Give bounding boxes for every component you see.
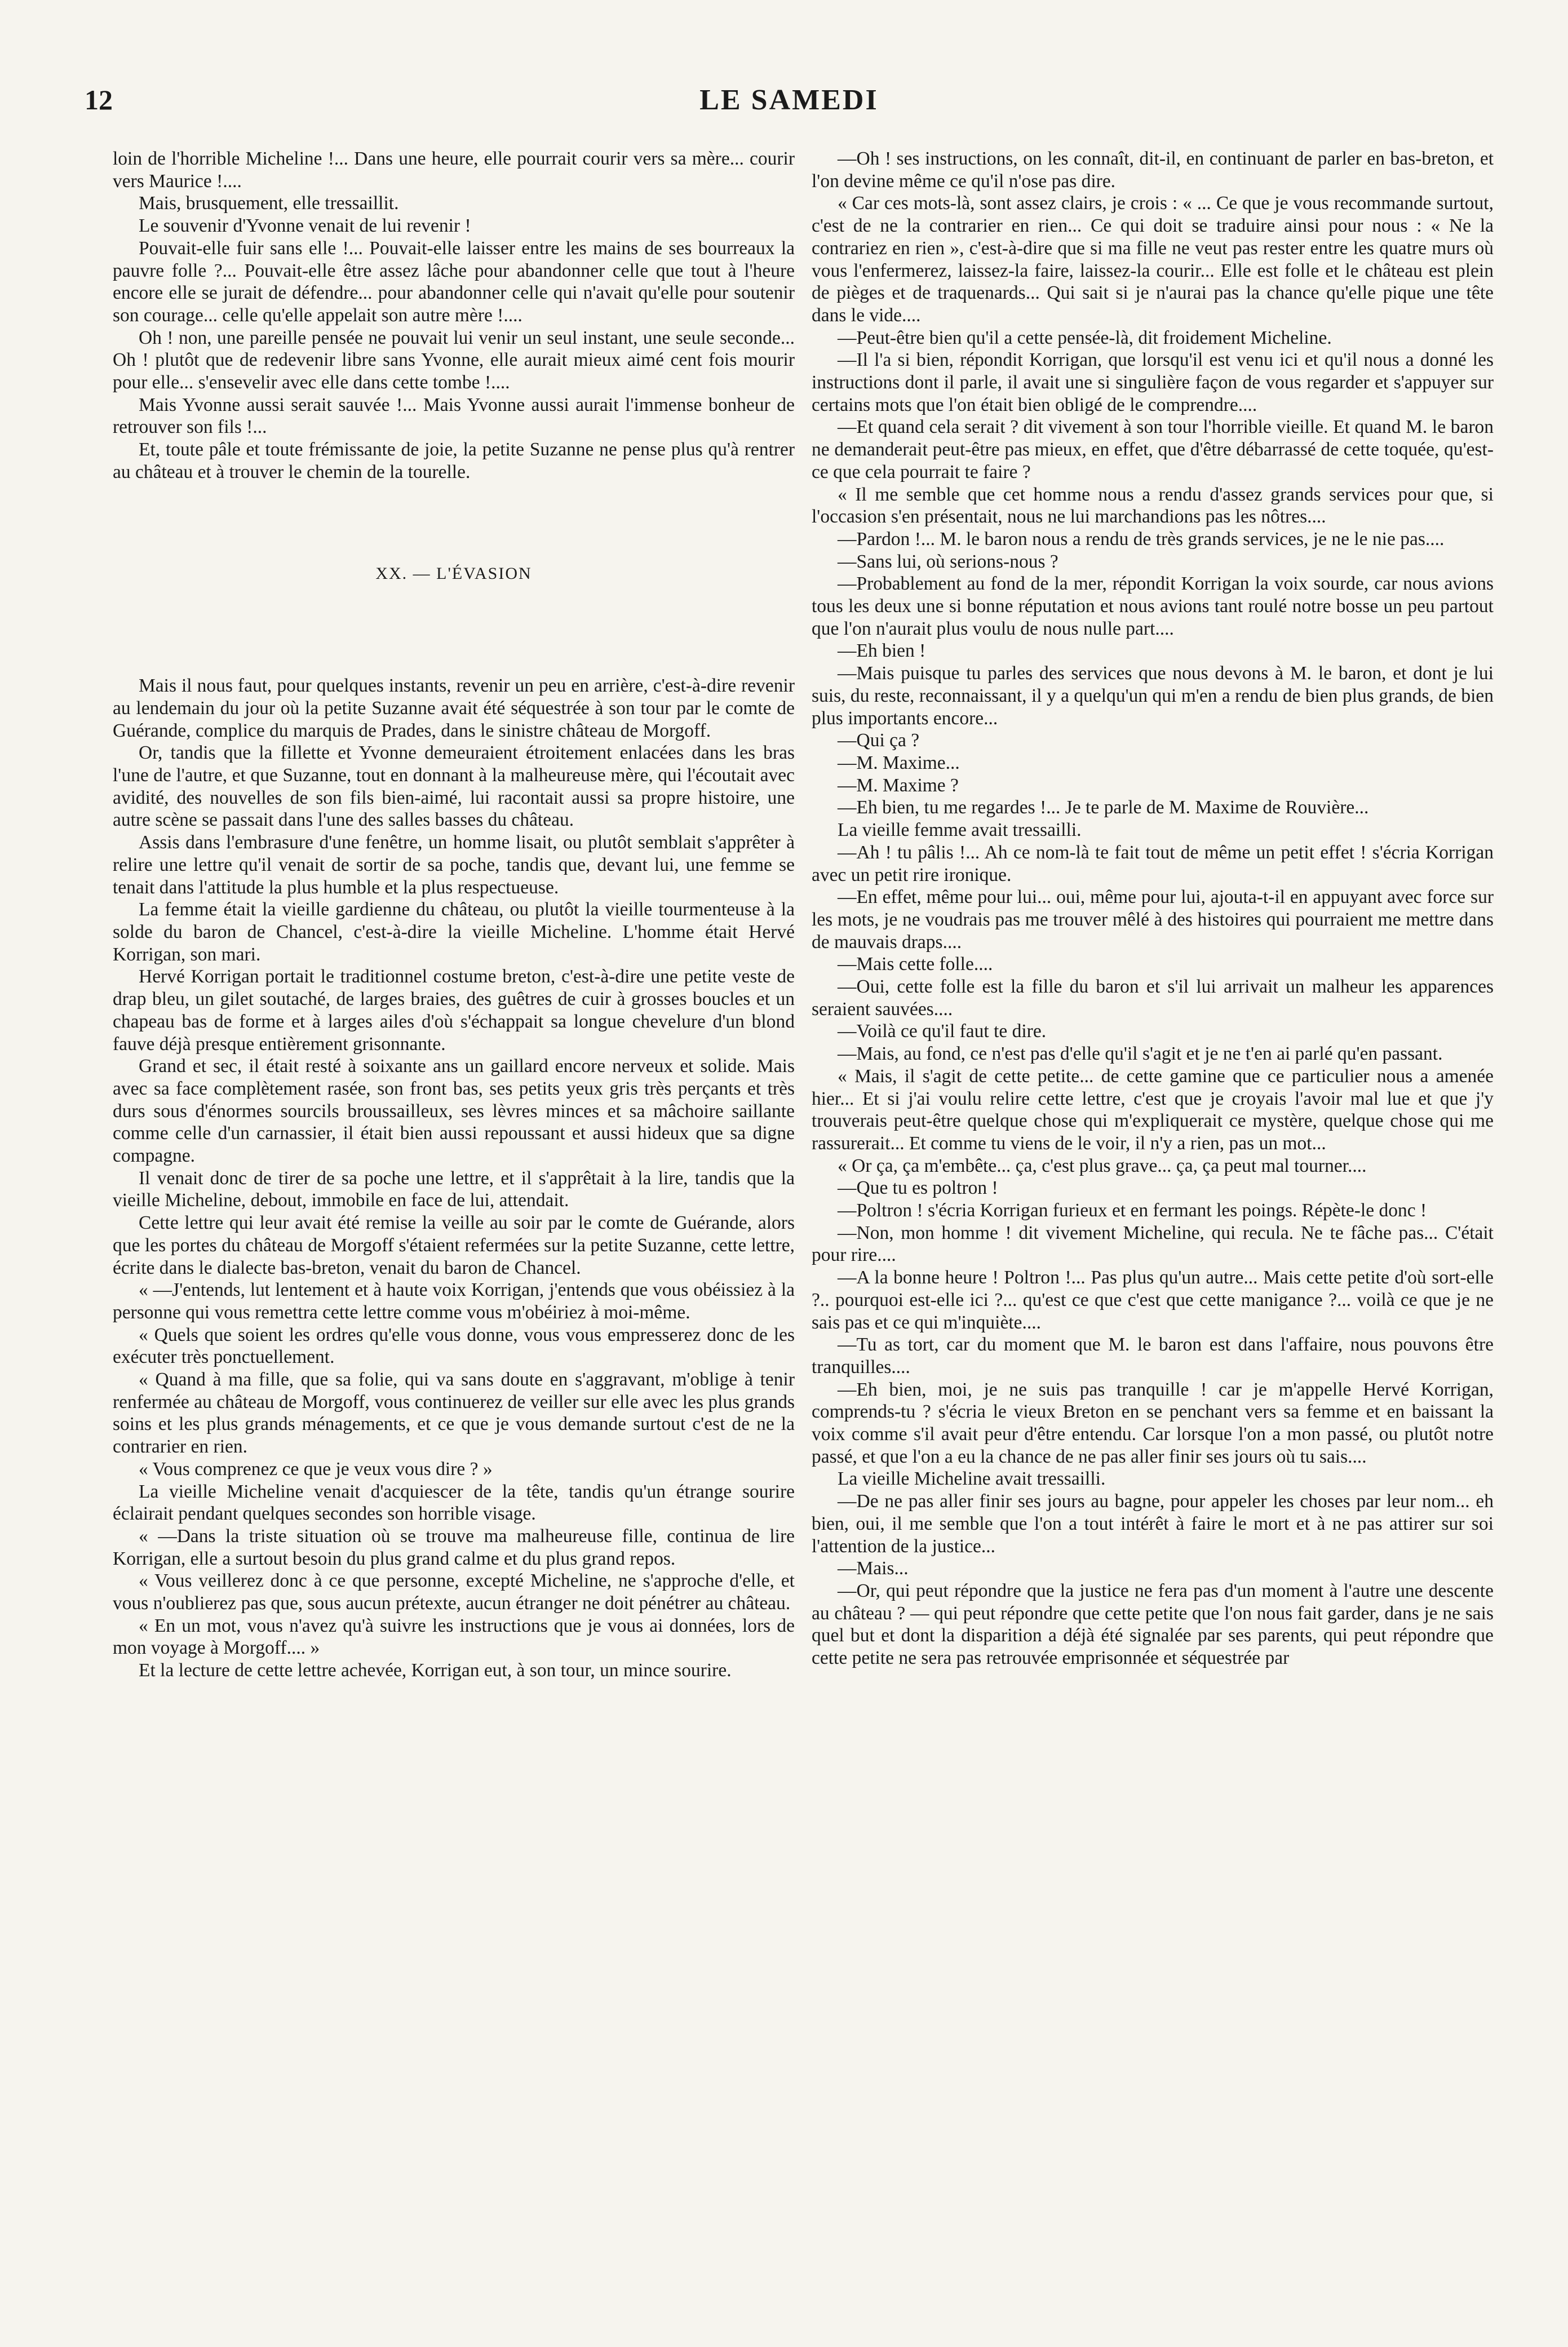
paragraph: « Quels que soient les ordres qu'elle vous donne, vous vous empresserez donc de les exécuter très ponctuellement.: [113, 1324, 795, 1368]
paragraph: —Or, qui peut répondre que la justice ne fera pas d'un moment à l'autre une descente au château ? — qui peut répondre que cette petite que l'on nous fait garder, dans je ne sais quel but et dont la disparition a déjà été signalée par ses parents, qui peut répondre que cette petite ne sera pas retrouvée emprisonnée et séquestrée par: [812, 1580, 1494, 1669]
paragraph: « Car ces mots-là, sont assez clairs, je crois : « ... Ce que je vous recommande surtout, c'est de ne la contrarier en rien... Ce qui doit se traduire ainsi pour nous : « Ne la contrariez en rien », c'est-à-dire que si ma fille ne veut pas rester entre les quatre murs où vous l'enfermerez, laissez-la faire, laissez-la courir... Elle est folle et le château est plein de pièges et de traquenards... Qui sait si je n'aurai pas la chance qu'elle pique une tête dans le vide....: [812, 193, 1494, 326]
paragraph: —Non, mon homme ! dit vivement Micheline, qui recula. Ne te fâche pas... C'était pour rire....: [812, 1222, 1494, 1266]
paragraph: Et la lecture de cette lettre achevée, Korrigan eut, à son tour, un mince sourire.: [139, 1660, 732, 1681]
paragraph: Grand et sec, il était resté à soixante ans un gaillard encore nerveux et solide. Mais avec sa face complètement rasée, son front bas, ses petits yeux gris très perçants et très durs sous d'énormes sourcils broussailleux, ses lèvres minces et sa mâchoire saillante comme celle d'un carnassier, il était bien aussi repoussant et aussi hideux que sa digne compagne.: [113, 1056, 795, 1167]
paragraph: Assis dans l'embrasure d'une fenêtre, un homme lisait, ou plutôt semblait s'apprêter à relire une lettre qu'il venait de sortir de sa poche, tandis que, devant lui, une femme se tenait dans l'attitude la plus humble et la plus respectueuse.: [113, 832, 795, 898]
paragraph: Le souvenir d'Yvonne venait de lui revenir !: [139, 215, 471, 237]
paragraph: « —Dans la triste situation où se trouve ma malheureuse fille, continua de lire Korrigan, elle a surtout besoin du plus grand calme et du plus grand repos.: [113, 1525, 795, 1569]
paragraph: —M. Maxime...: [838, 752, 960, 773]
paragraph: Mais il nous faut, pour quelques instants, revenir un peu en arrière, c'est-à-dire revenir au lendemain du jour où la petite Suzanne avait été séquestrée à son tour par le comte de Guérande, complice du marquis de Prades, dans le sinistre château de Morgoff.: [113, 675, 795, 741]
paragraph: Oh ! non, une pareille pensée ne pouvait lui venir un seul instant, une seule seconde... Oh ! plutôt que de redevenir libre sans Yvonne, elle aurait mieux aimé cent fois mourir pour elle... s'ensevelir avec elle dans cette tombe !....: [113, 327, 795, 393]
paragraph: « Mais, il s'agit de cette petite... de cette gamine que ce particulier nous a amenée hier... Et si j'ai voulu relire cette lettre, c'est que je croyais l'avoir mal lue et que j'y trouverais peut-être quelque chose qui m'expliquerait ce mystère, quelque chose qui me rassurerait... Et comme tu viens de le voir, il n'y a rien, pas un mot...: [812, 1065, 1494, 1154]
paragraph: —Pardon !... M. le baron nous a rendu de très grands services, je ne le nie pas....: [838, 528, 1445, 550]
paragraph: Il venait donc de tirer de sa poche une lettre, et il s'apprêtait à la lire, tandis que la vieille Micheline, debout, immobile en face de lui, attendait.: [113, 1167, 795, 1211]
paragraph: —Poltron ! s'écria Korrigan furieux et en fermant les poings. Répète-le donc !: [838, 1200, 1427, 1221]
paragraph: Cette lettre qui leur avait été remise la veille au soir par le comte de Guérande, alors que les portes du château de Morgoff s'étaient refermées sur la petite Suzanne, cette lettre, écrite dans le dialecte bas-breton, venait du baron de Chancel.: [113, 1212, 795, 1278]
paragraph: —Voilà ce qu'il faut te dire.: [838, 1021, 1047, 1042]
paragraph: —Mais, au fond, ce n'est pas d'elle qu'il s'agit et je ne t'en ai parlé qu'en passant.: [838, 1043, 1443, 1065]
paragraph: « Or ça, ça m'embête... ça, c'est plus grave... ça, ça peut mal tourner....: [838, 1155, 1367, 1176]
paragraph: —Mais cette folle....: [838, 954, 993, 975]
paragraph: —Ah ! tu pâlis !... Ah ce nom-là te fait tout de même un petit effet ! s'écria Korrigan avec un petit rire ironique.: [812, 842, 1494, 885]
paragraph: Mais, brusquement, elle tressaillit.: [139, 193, 399, 214]
paragraph: —Sans lui, où serions-nous ?: [838, 551, 1058, 572]
paragraph: —Que tu es poltron !: [838, 1177, 998, 1199]
paragraph: loin de l'horrible Micheline !... Dans une heure, elle pourrait courir vers sa mère... courir vers Maurice !....: [113, 148, 795, 192]
paragraph: —Il l'a si bien, répondit Korrigan, que lorsqu'il est venu ici et qu'il nous a donné les instructions dont il parle, il avait une si singulière façon de vous regarder et s'appuyer sur certains mots que l'on était bien obligé de le comprendre....: [812, 349, 1494, 415]
right-column: [812, 148, 1494, 1670]
section-heading: XX. — L'ÉVASION: [375, 564, 532, 583]
paragraph: —Qui ça ?: [838, 730, 920, 751]
paragraph: —Mais...: [838, 1558, 909, 1579]
paragraph: —Peut-être bien qu'il a cette pensée-là, dit froidement Micheline.: [838, 327, 1332, 348]
paragraph: —Eh bien, moi, je ne suis pas tranquille ! car je m'appelle Hervé Korrigan, comprends-tu ? s'écria le vieux Breton en se penchant vers sa femme et en baissant la voix comme s'il avait peur d'être entendu. Car lorsque l'on a mon passé, ou plutôt notre passé, et que l'on a eu la chance de ne pas aller finir ses jours où tu sais....: [812, 1379, 1494, 1467]
paragraph: —De ne pas aller finir ses jours au bagne, pour appeler les choses par leur nom... eh bien, oui, il me semble que l'on a tout intérêt à faire le mort et à ne pas attirer sur soi l'attention de la justice...: [812, 1491, 1494, 1557]
paragraph: Hervé Korrigan portait le traditionnel costume breton, c'est-à-dire une petite veste de drap bleu, un gilet soutaché, de larges braies, des guêtres de cuir à grosses boucles et un chapeau bas de forme et à larges ailes d'où s'échappait sa longue chevelure d'un blond fauve déjà presque entièrement grisonnante.: [113, 966, 795, 1055]
paragraph: —Eh bien, tu me regardes !... Je te parle de M. Maxime de Rouvière...: [838, 797, 1369, 818]
paragraph: « Vous comprenez ce que je veux vous dire ? »: [139, 1458, 493, 1480]
paragraph: —Mais puisque tu parles des services que nous devons à M. le baron, et dont je lui suis, du reste, reconnaissant, il y a quelqu'un qui m'en a rendu de bien plus grands, de bien plus importants encore...: [812, 663, 1494, 729]
paragraph: —En effet, même pour lui... oui, même pour lui, ajouta-t-il en appuyant avec force sur les mots, je ne voudrais pas me trouver mêlé à des histoires qui pourraient me mettre dans de mauvais draps....: [812, 887, 1494, 953]
page-header: [85, 83, 1494, 123]
paragraph: La vieille femme avait tressailli.: [838, 820, 1082, 841]
page-number: 12: [85, 84, 113, 116]
paragraph: —M. Maxime ?: [838, 774, 959, 796]
paragraph: « —J'entends, lut lentement et à haute voix Korrigan, j'entends que vous obéissiez à la personne qui vous remettra cette lettre comme vous m'obéiriez à moi-même.: [113, 1279, 795, 1323]
paragraph: Pouvait-elle fuir sans elle !... Pouvait-elle laisser entre les mains de ses bourreaux la pauvre folle ?... Pouvait-elle être assez lâche pour abandonner celle que tout à l'heure encore elle se jurait de défendre... pour abandonner celle qui n'avait qu'elle pour soutenir son courage... celle qu'elle appelait son autre mère !....: [113, 237, 795, 326]
paragraph: —Oui, cette folle est la fille du baron et s'il lui arrivait un malheur les apparences seraient sauvées....: [812, 976, 1494, 1020]
paragraph: Et, toute pâle et toute frémissante de joie, la petite Suzanne ne pense plus qu'à rentrer au château et à trouver le chemin de la tourelle.: [113, 439, 795, 482]
paragraph: —Eh bien !: [838, 640, 926, 662]
paragraph: « Quand à ma fille, que sa folie, qui va sans doute en s'aggravant, m'oblige à tenir renfermée au château de Morgoff, vous continuerez de veiller sur elle avec les plus grands soins et les plus grands ménagements, et ce que je vous demande surtout c'est de ne la contrarier en rien.: [113, 1369, 795, 1458]
paragraph: La femme était la vieille gardienne du château, ou plutôt la vieille tourmenteuse à la solde du baron de Chancel, c'est-à-dire la vieille Micheline. L'homme était Hervé Korrigan, son mari.: [113, 899, 795, 965]
paragraph: —A la bonne heure ! Poltron !... Pas plus qu'un autre... Mais cette petite d'où sort-elle ?.. pourquoi est-elle ici ?... qu'est ce que c'est que cette manigance ?... voilà ce que je ne sais pas et ce qui m'inquiète....: [812, 1267, 1494, 1333]
paragraph: La vieille Micheline avait tressailli.: [838, 1468, 1106, 1490]
paragraph: « En un mot, vous n'avez qu'à suivre les instructions que je vous ai données, lors de mon voyage à Morgoff.... »: [113, 1615, 795, 1659]
paragraph: La vieille Micheline venait d'acquiescer de la tête, tandis qu'un étrange sourire éclairait pendant quelques secondes son horrible visage.: [113, 1481, 795, 1525]
paragraph: —Oh ! ses instructions, on les connaît, dit-il, en continuant de parler en bas-breton, et l'on devine même ce qu'il n'ose pas dire.: [812, 148, 1494, 192]
running-title: LE SAMEDI: [699, 84, 879, 116]
paragraph: —Et quand cela serait ? dit vivement à son tour l'horrible vieille. Et quand M. le baron ne demanderait peut-être pas mieux, en effet, que d'être débarrassé de cette toquée, qu'est-ce que cela pourrait te faire ?: [812, 417, 1494, 482]
paragraph: « Il me semble que cet homme nous a rendu d'assez grands services pour que, si l'occasion s'en présentait, nous ne lui marchandions pas les nôtres....: [812, 484, 1494, 528]
left-column: [113, 148, 795, 1682]
paragraph: « Vous veillerez donc à ce que personne, excepté Micheline, ne s'approche d'elle, et vous n'oublierez pas que, sous aucun prétexte, aucun étranger ne doit pénétrer au château.: [113, 1570, 795, 1614]
paragraph: —Tu as tort, car du moment que M. le baron est dans l'affaire, nous pouvons être tranquilles....: [812, 1334, 1494, 1378]
paragraph: —Probablement au fond de la mer, répondit Korrigan la voix sourde, car nous avions tous les deux une si bonne réputation et nous avions tant roulé notre bosse un peu partout que l'on n'aurait plus voulu de nous nulle part....: [812, 573, 1494, 639]
paragraph: Mais Yvonne aussi serait sauvée !... Mais Yvonne aussi aurait l'immense bonheur de retrouver son fils !...: [113, 394, 795, 438]
paragraph: Or, tandis que la fillette et Yvonne demeuraient étroitement enlacées dans les bras l'une de l'autre, et que Suzanne, tout en donnant à la malheureuse mère, qui l'écoutait avec avidité, des nouvelles de son fils bien-aimé, lui racontait aussi sa propre histoire, une autre scène se passait dans l'une des salles basses du château.: [113, 742, 795, 831]
